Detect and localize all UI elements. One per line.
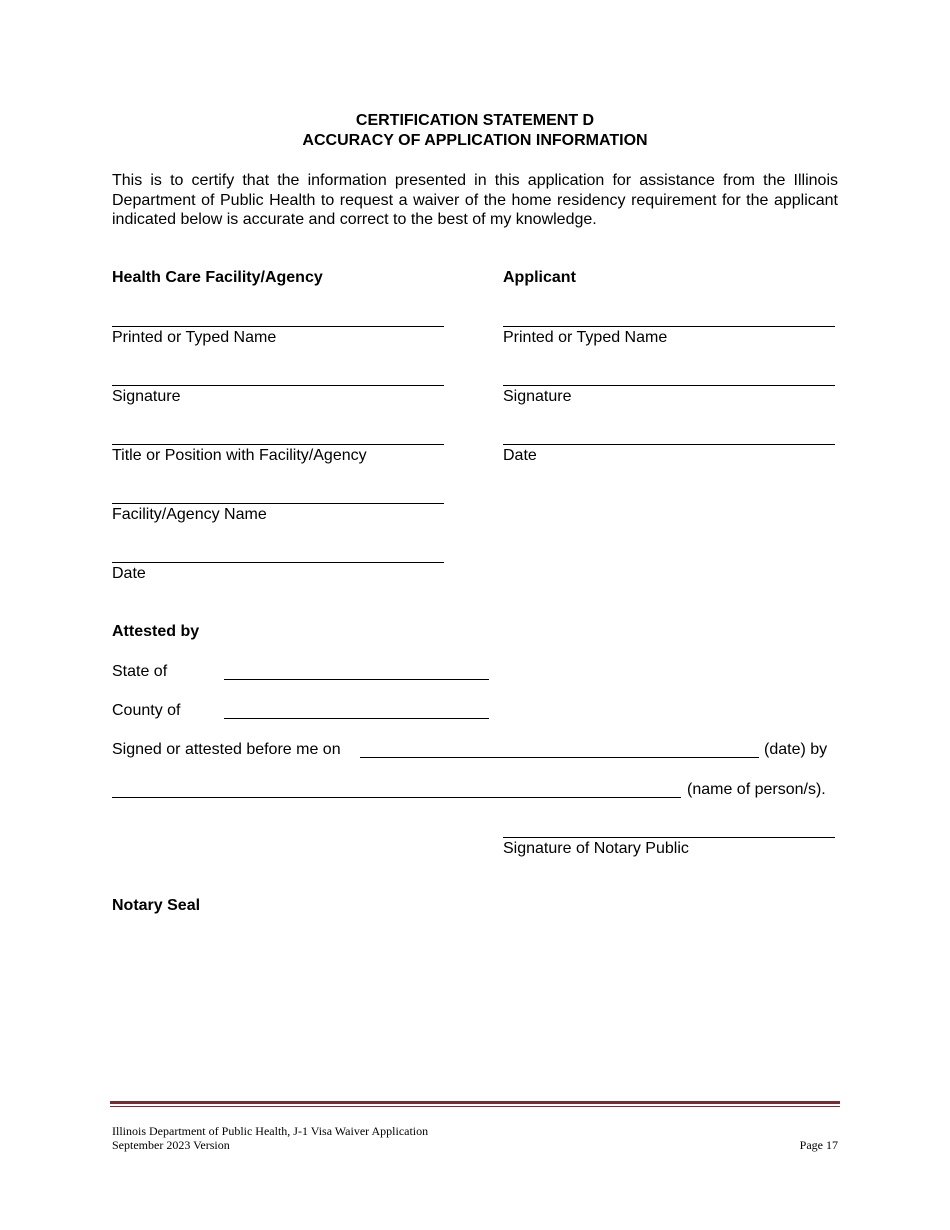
notary-signature-label: Signature of Notary Public [503,840,689,857]
persons-name-line[interactable] [112,797,681,798]
facility-heading: Health Care Facility/Agency [112,269,323,286]
applicant-name-line[interactable] [503,326,835,327]
name-of-persons-label: (name of person/s). [687,781,826,798]
facility-signature-label: Signature [112,388,181,405]
applicant-signature-label: Signature [503,388,572,405]
applicant-date-label: Date [503,447,537,464]
facility-agency-name-label: Facility/Agency Name [112,506,267,523]
footer-agency-line: Illinois Department of Public Health, J-1 Visa Waiver Application [112,1124,429,1138]
state-of-line[interactable] [224,679,489,680]
applicant-name-label: Printed or Typed Name [503,329,668,346]
facility-title-line[interactable] [112,444,444,445]
facility-name-label: Printed or Typed Name [112,329,277,346]
facility-title-label: Title or Position with Facility/Agency [112,447,367,464]
notary-signature-line[interactable] [503,837,835,838]
footer-rule-thin [110,1106,840,1107]
state-of-label: State of [112,663,168,680]
applicant-date-line[interactable] [503,444,835,445]
signed-before-label: Signed or attested before me on [112,741,341,758]
footer-rule-thick [110,1101,840,1104]
facility-date-line[interactable] [112,562,444,563]
county-of-label: County of [112,702,181,719]
attested-by-heading: Attested by [112,623,200,640]
footer-version-line: September 2023 Version [112,1138,230,1152]
facility-name-line[interactable] [112,326,444,327]
certification-paragraph: This is to certify that the information presented in this application for assistance from the Illinois Department of Public Health to request a waiver of the home residency requirement for the applicant indicated below is accurate and correct to the best of my knowledge. [112,172,838,228]
page-subtitle: ACCURACY OF APPLICATION INFORMATION [302,132,648,149]
facility-date-label: Date [112,565,146,582]
applicant-signature-line[interactable] [503,385,835,386]
attest-date-line[interactable] [360,757,759,758]
notary-seal-heading: Notary Seal [112,897,201,914]
page-number: Page 17 [799,1138,838,1152]
facility-agency-name-line[interactable] [112,503,444,504]
facility-signature-line[interactable] [112,385,444,386]
county-of-line[interactable] [224,718,489,719]
date-by-label: (date) by [764,741,828,758]
page-title: CERTIFICATION STATEMENT D [355,112,595,129]
applicant-heading: Applicant [503,269,576,286]
